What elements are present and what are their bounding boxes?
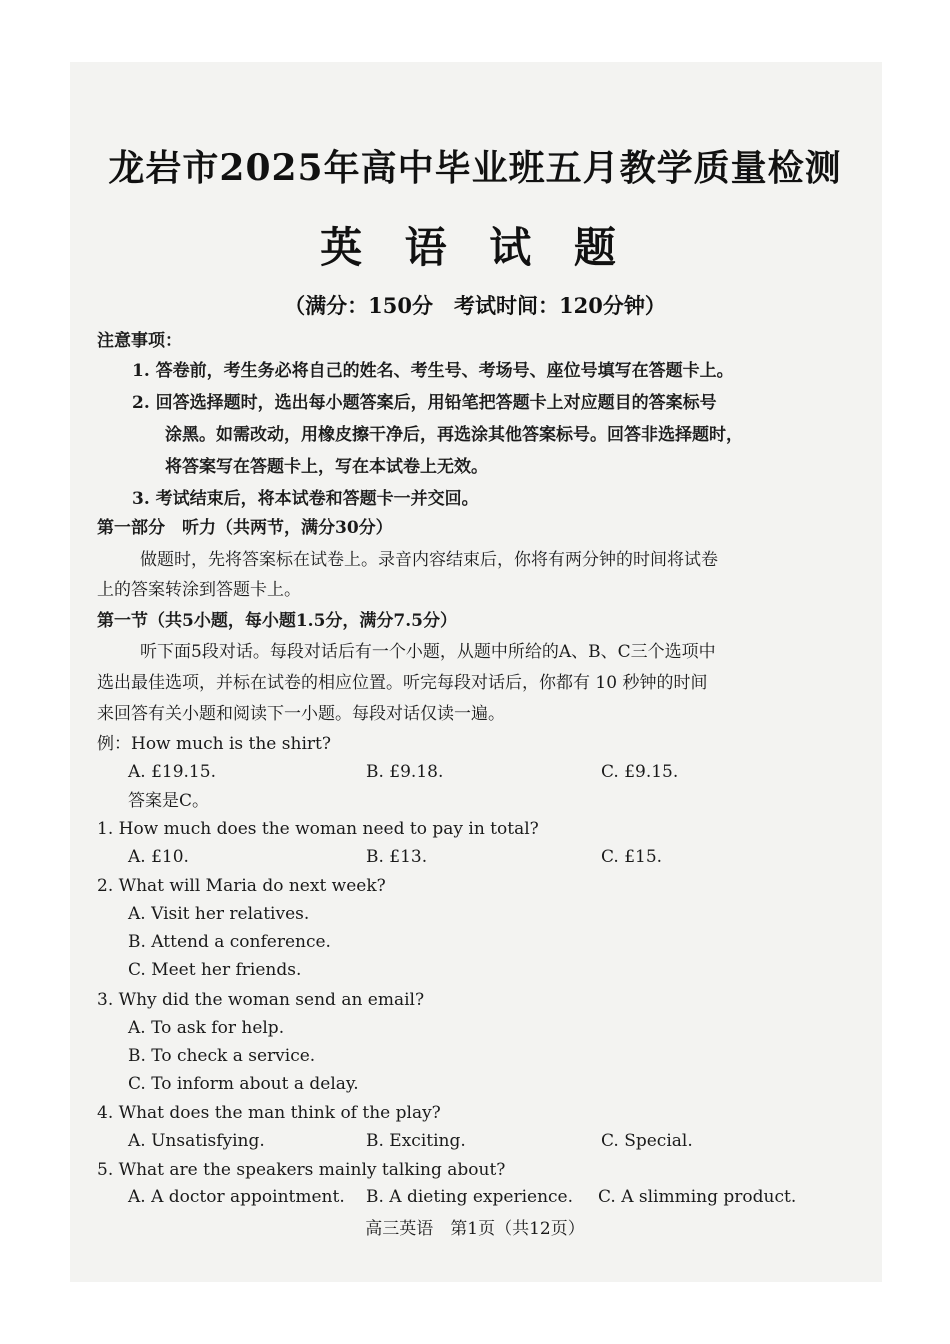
q4-option-c: C. Special. <box>601 1131 693 1151</box>
q2-option-b: B. Attend a conference. <box>128 932 331 952</box>
section1-intro: 选出最佳选项，并标在试卷的相应位置。听完每段对话后，你都有 10 秒钟的时间 <box>97 673 708 693</box>
q3-option-b: B. To check a service. <box>128 1046 316 1066</box>
part1-heading: 第一部分 听力（共两节，满分30分） <box>97 518 393 538</box>
notice-item: 1. 答卷前，考生务必将自己的姓名、考生号、考场号、座位号填写在答题卡上。 <box>132 361 734 381</box>
question-5: 5. What are the speakers mainly talking about? <box>97 1160 506 1180</box>
question-4: 4. What does the man think of the play? <box>97 1103 441 1123</box>
section1-intro: 听下面5段对话。每段对话后有一个小题，从题中所给的A、B、C三个选项中 <box>140 642 716 662</box>
q4-option-a: A. Unsatisfying. <box>128 1131 265 1151</box>
subject-title: 英 语 试 题 <box>320 223 630 272</box>
example-option-a: A. £19.15. <box>128 762 216 782</box>
q3-option-a: A. To ask for help. <box>128 1018 285 1038</box>
example-answer: 答案是C。 <box>128 791 210 811</box>
q2-option-c: C. Meet her friends. <box>128 960 302 980</box>
notice-item: 将答案写在答题卡上，写在本试卷上无效。 <box>165 457 488 477</box>
q3-option-c: C. To inform about a delay. <box>128 1074 359 1094</box>
q4-option-b: B. Exciting. <box>366 1131 466 1151</box>
exam-title: 龙岩市2025年高中毕业班五月教学质量检测 <box>108 147 842 189</box>
section1-intro: 来回答有关小题和阅读下一小题。每段对话仅读一遍。 <box>97 704 505 724</box>
notice-heading: 注意事项： <box>97 331 182 351</box>
part1-intro: 做题时，先将答案标在试卷上。录音内容结束后，你将有两分钟的时间将试卷 <box>140 550 718 570</box>
q1-option-a: A. £10. <box>128 847 189 867</box>
q2-option-a: A. Visit her relatives. <box>128 904 310 924</box>
question-1: 1. How much does the woman need to pay in total? <box>97 819 539 839</box>
q5-option-c: C. A slimming product. <box>598 1187 797 1207</box>
q5-option-b: B. A dieting experience. <box>366 1187 574 1207</box>
page-footer: 高三英语 第1页（共12页） <box>365 1219 585 1239</box>
section1-heading: 第一节（共5小题，每小题1.5分，满分7.5分） <box>97 611 457 631</box>
part1-intro: 上的答案转涂到答题卡上。 <box>97 580 301 600</box>
question-3: 3. Why did the woman send an email? <box>97 990 425 1010</box>
example-question: 例：How much is the shirt? <box>97 734 331 754</box>
exam-meta: （满分：150分 考试时间：120分钟） <box>284 293 666 318</box>
q1-option-b: B. £13. <box>366 847 428 867</box>
notice-item: 3. 考试结束后，将本试卷和答题卡一并交回。 <box>132 489 479 509</box>
example-option-c: C. £9.15. <box>601 762 679 782</box>
q5-option-a: A. A doctor appointment. <box>128 1187 345 1207</box>
example-option-b: B. £9.18. <box>366 762 444 782</box>
notice-item: 2. 回答选择题时，选出每小题答案后，用铅笔把答题卡上对应题目的答案标号 <box>132 393 717 413</box>
question-2: 2. What will Maria do next week? <box>97 876 386 896</box>
notice-item: 涂黑。如需改动，用橡皮擦干净后，再选涂其他答案标号。回答非选择题时， <box>165 425 743 445</box>
q1-option-c: C. £15. <box>601 847 663 867</box>
